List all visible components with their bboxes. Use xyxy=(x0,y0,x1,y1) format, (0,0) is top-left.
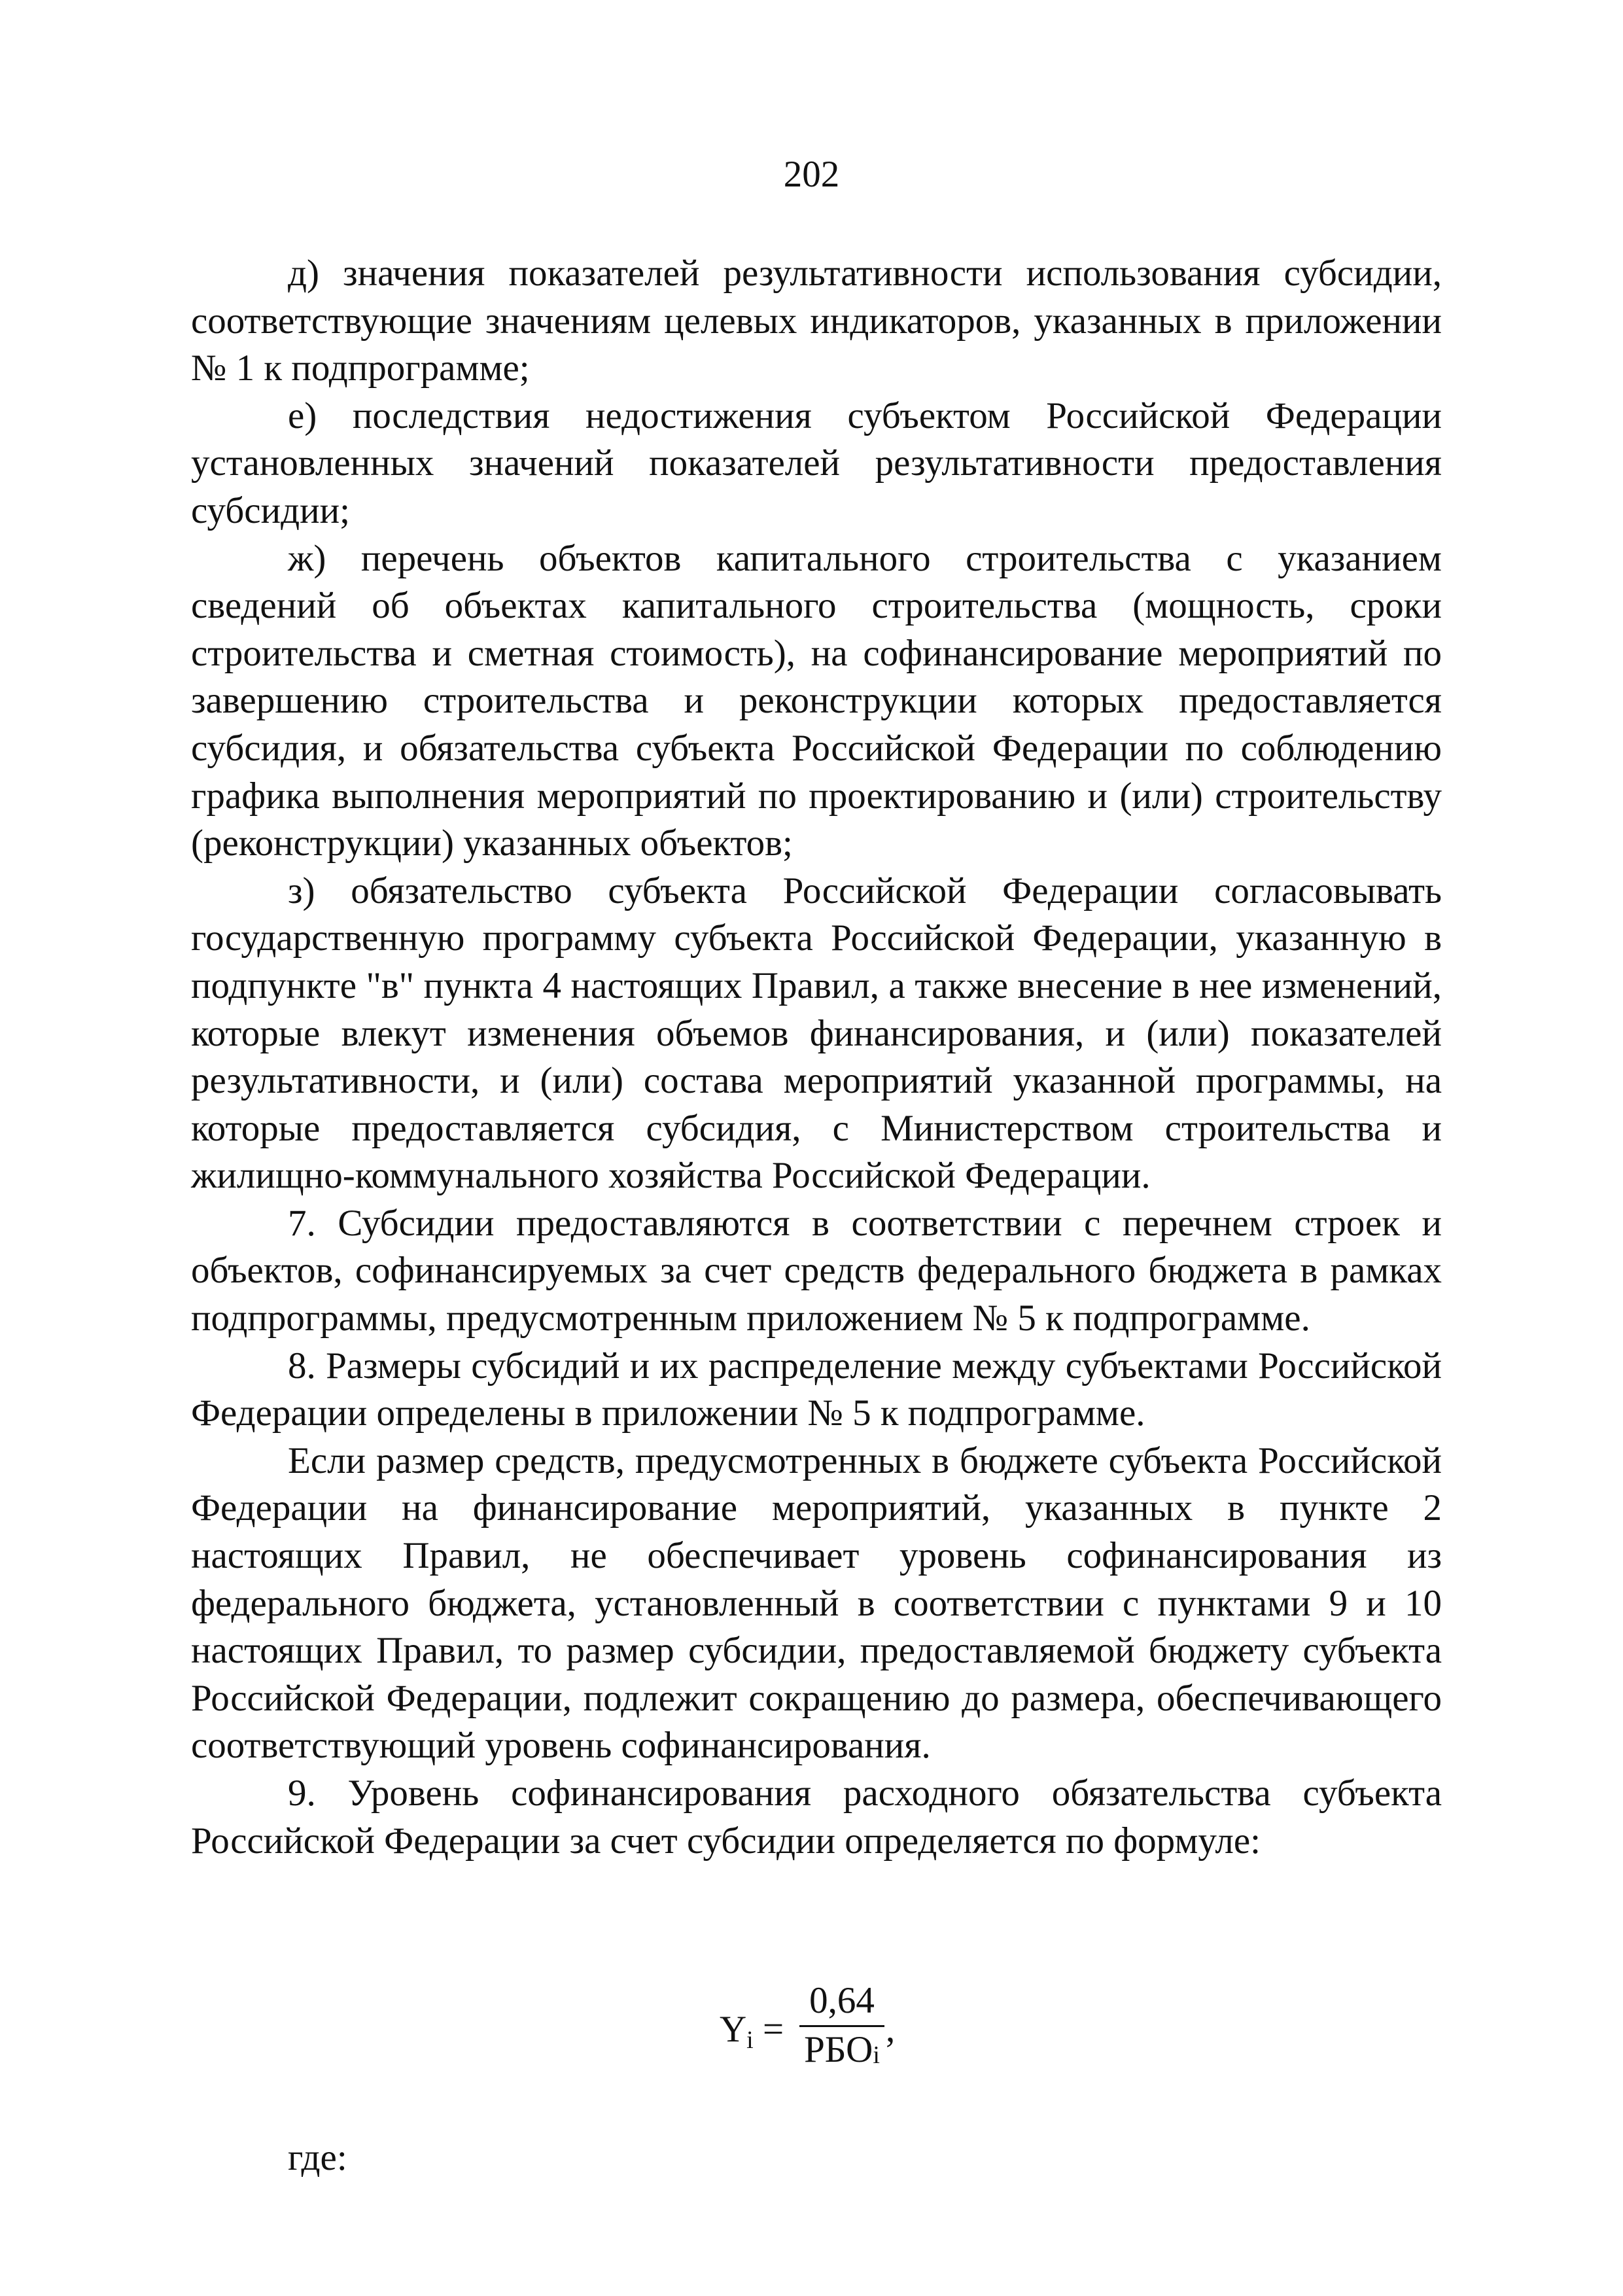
paragraph-item-8: 8. Размеры субсидий и их распределение между субъектами Российской Федерации определены в приложении № 5 к подпрограмме. xyxy=(191,1345,1442,1434)
cofinancing-formula xyxy=(720,1979,929,2084)
formula-lhs-symbol: Y xyxy=(720,2009,747,2050)
paragraph-z: з) обязательство субъекта Российской Федерации согласовывать государственную программу субъекта Российской Федерации, указанную в подпункте "в" пункта 4 настоящих Правил, а также внесение в нее изменений, которые влекут изменения объемов финансирования, и (или) показателей результативности, и (или) состава мероприятий указанной программы, на которые предоставляется субсидия, с Министерством строительства и жилищно-коммунального хозяйства Российской Федерации. xyxy=(191,870,1442,1197)
formula-denominator xyxy=(799,2027,884,2077)
where-label: где: xyxy=(288,2137,347,2178)
paragraph-item-7: 7. Субсидии предоставляются в соответствии с перечнем строек и объектов, софинансируемых за счет средств федерального бюджета в рамках подпрограммы, предусмотренным приложением № 5 к подпрограмме. xyxy=(191,1202,1442,1339)
paragraph-e: е) последствия недостижения субъектом Российской Федерации установленных значений показателей результативности предоставления субсидии; xyxy=(191,395,1442,531)
formula-equals: = xyxy=(762,2009,784,2050)
formula-fraction xyxy=(799,1979,884,2077)
formula-numerator: 0,64 xyxy=(799,1979,884,2027)
paragraph-reduction-rule: Если размер средств, предусмотренных в бюджете субъекта Российской Федерации на финансирование мероприятий, указанных в пункте 2 настоящих Правил, не обеспечивает уровень софинансирования из федерального бюджета, установленный в соответствии с пунктами 9 и 10 настоящих Правил, то размер субсидии, предоставляемой бюджету субъекта Российской Федерации, подлежит сокращению до размера, обеспечивающего соответствующий уровень софинансирования. xyxy=(191,1439,1442,1767)
paragraph-item-9: 9. Уровень софинансирования расходного обязательства субъекта Российской Федерации за счет субсидии определяется по формуле: xyxy=(191,1773,1442,1862)
page-number: 202 xyxy=(783,154,840,195)
formula-lhs xyxy=(720,2007,784,2063)
formula-denominator-symbol: РБО xyxy=(804,2029,873,2070)
document-body xyxy=(191,250,1442,1865)
formula-lhs-subscript: i xyxy=(746,2026,754,2054)
paragraph-d: д) значения показателей результативности использования субсидии, соответствующие значениям целевых индикаторов, указанных в приложении № 1 к подпрограмме; xyxy=(191,253,1442,389)
paragraph-zh: ж) перечень объектов капитального строительства с указанием сведений об объектах капитального строительства (мощность, сроки строительства и сметная стоимость), на софинансирование мероприятий по завершению строительства и реконструкции которых предоставляется субсидия, и обязательства субъекта Российской Федерации по соблюдению графика выполнения мероприятий по проектированию и (или) строительству (реконструкции) указанных объектов; xyxy=(191,537,1442,864)
formula-denominator-subscript: i xyxy=(873,2041,880,2069)
formula-trailing-comma: , xyxy=(886,2009,896,2050)
